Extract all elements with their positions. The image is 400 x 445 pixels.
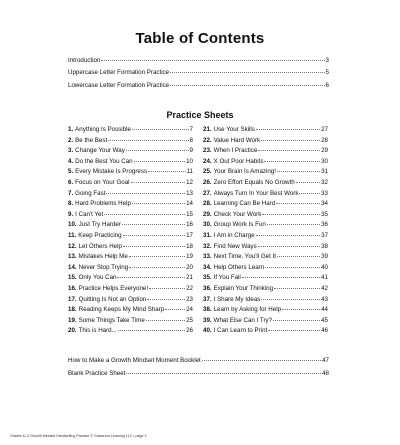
- entry-label: Use Your Skills: [213, 126, 255, 133]
- dot-leader: [276, 203, 320, 204]
- entry-label: Every Mistake Is Progress: [75, 168, 148, 176]
- entry-label: Be the Best: [75, 136, 108, 144]
- entry-label: Value Hard Work: [213, 136, 261, 144]
- entry-number: 37.: [203, 295, 212, 303]
- entry-label: Keep Practicing: [78, 231, 122, 239]
- entry-page: 16: [186, 221, 193, 229]
- toc-entry-label: Uppercase Letter Formation Practice: [68, 69, 170, 77]
- entry-number: 20.: [68, 327, 77, 335]
- entry-page: 25: [186, 316, 193, 324]
- entry-page: 27: [321, 126, 328, 133]
- entry-number: 33.: [203, 253, 212, 261]
- entry-page: 9: [189, 147, 193, 155]
- dot-leader: [261, 299, 320, 300]
- entry-number: 26.: [203, 178, 212, 186]
- dot-leader: [268, 330, 320, 331]
- dot-leader: [123, 246, 185, 247]
- practice-sheet-entry: [203, 180, 328, 191]
- entry-number: 9.: [68, 210, 74, 218]
- entry-number: 12.: [68, 242, 77, 250]
- entry-page: 15: [186, 210, 193, 218]
- toc-entry-label: Introduction: [68, 57, 101, 64]
- entry-page: 41: [321, 274, 328, 282]
- toc-entry: [68, 371, 329, 377]
- dot-leader: [106, 193, 185, 194]
- dot-leader: [274, 288, 320, 289]
- entry-page: 34: [321, 200, 328, 208]
- page-footer: Grades K–2 Growth Mindset Handwriting Practice © Grassroot Learning LLC • page 2: [10, 434, 147, 438]
- practice-sheets-left-column: [68, 127, 193, 339]
- dot-leader: [299, 193, 320, 194]
- dot-leader: [148, 171, 186, 172]
- entry-label: Hard Problems Help: [75, 200, 131, 208]
- entry-number: 23.: [203, 147, 212, 155]
- practice-sheet-entry: [68, 286, 193, 297]
- dot-leader: [129, 256, 185, 257]
- practice-sheet-entry: [68, 127, 193, 138]
- entry-label: Next Time, You'll Get It: [213, 253, 277, 261]
- toc-entry: [68, 58, 329, 64]
- entry-page: 44: [321, 306, 328, 314]
- entry-number: 13.: [68, 253, 77, 261]
- practice-sheet-entry: [203, 127, 328, 138]
- dot-leader: [146, 320, 185, 321]
- entry-page: 7: [189, 126, 193, 133]
- entry-label: I Can't Yet: [75, 210, 104, 218]
- entry-label: Do the Best You Can: [75, 157, 133, 165]
- toc-entry-label: How to Make a Growth Mindset Moment Booklet: [68, 357, 201, 364]
- entry-page: 13: [186, 189, 193, 197]
- entry-page: 28: [321, 136, 328, 144]
- entry-number: 30.: [203, 221, 212, 229]
- dot-leader: [131, 182, 186, 183]
- entry-page: 24: [186, 306, 193, 314]
- toc-entry-label: Blank Practice Sheet: [68, 369, 126, 377]
- entry-label: Only You Can: [78, 274, 117, 282]
- practice-sheet-entry: [68, 180, 193, 191]
- practice-sheets-heading: Practice Sheets: [166, 110, 234, 120]
- entry-number: 19.: [68, 316, 77, 324]
- entry-page: 38: [321, 242, 328, 250]
- entry-label: Always Turn In Your Best Work: [213, 189, 299, 197]
- dot-leader: [134, 161, 185, 162]
- dot-leader: [132, 203, 185, 204]
- entry-number: 36.: [203, 284, 212, 292]
- entry-number: 34.: [203, 263, 212, 271]
- entry-number: 32.: [203, 242, 212, 250]
- entry-page: 22: [186, 284, 193, 292]
- entry-page: 30: [321, 157, 328, 165]
- entry-number: 1.: [68, 126, 74, 133]
- practice-sheet-entry: [203, 286, 328, 297]
- entry-page: 32: [321, 178, 328, 186]
- entry-label: Quitting Is Not an Option: [78, 295, 147, 303]
- intro-toc: [68, 58, 329, 95]
- entry-label: This is Hard...: [78, 327, 117, 335]
- practice-sheet-entry: [203, 233, 328, 244]
- page-title: Table of Contents: [135, 30, 265, 47]
- entry-number: 22.: [203, 136, 212, 144]
- dot-leader: [277, 171, 320, 172]
- toc-entry-page: 6: [325, 81, 329, 89]
- entry-number: 10.: [68, 221, 77, 229]
- entry-page: 21: [186, 274, 193, 282]
- entry-label: Focus on Your Goal: [75, 178, 130, 186]
- toc-entry-label: Lowercase Letter Formation Practice: [68, 81, 170, 89]
- toc-entry: [68, 358, 329, 364]
- entry-number: 21.: [203, 126, 212, 133]
- dot-leader: [262, 214, 320, 215]
- dot-leader: [104, 214, 185, 215]
- dot-leader: [117, 277, 185, 278]
- entry-page: 46: [321, 327, 328, 335]
- entry-number: 25.: [203, 168, 212, 176]
- entry-number: 4.: [68, 157, 74, 165]
- entry-label: Practice Helps Everyone!: [78, 284, 149, 292]
- dot-leader: [282, 309, 320, 310]
- entry-number: 31.: [203, 231, 212, 239]
- entry-number: 29.: [203, 210, 212, 218]
- entry-label: Let Others Help: [78, 242, 122, 250]
- practice-sheet-entry: [68, 328, 193, 339]
- entry-number: 27.: [203, 189, 212, 197]
- entry-label: I Can Learn to Print: [213, 327, 268, 335]
- entry-page: 31: [321, 168, 328, 176]
- entry-label: Group Work Is Fun: [213, 221, 266, 229]
- entry-number: 28.: [203, 200, 212, 208]
- entry-page: 17: [186, 231, 193, 239]
- appendix-toc: [68, 358, 329, 383]
- entry-number: 40.: [203, 327, 212, 335]
- entry-label: Just Try Harder: [78, 221, 121, 229]
- entry-page: 35: [321, 210, 328, 218]
- dot-leader: [273, 320, 320, 321]
- entry-label: X Out Poor Habits: [213, 157, 264, 165]
- dot-leader: [123, 235, 186, 236]
- dot-leader: [265, 267, 320, 268]
- entry-number: 3.: [68, 147, 74, 155]
- entry-label: Going Fast: [75, 189, 106, 197]
- entry-page: 37: [321, 231, 328, 239]
- entry-number: 7.: [68, 189, 74, 197]
- entry-label: I Share My Ideas: [213, 295, 261, 303]
- dot-leader: [129, 267, 185, 268]
- entry-page: 26: [186, 327, 193, 335]
- entry-label: Check Your Work: [213, 210, 262, 218]
- entry-number: 16.: [68, 284, 77, 292]
- entry-page: 39: [321, 253, 328, 261]
- practice-sheet-entry: [203, 328, 328, 339]
- dot-leader: [126, 373, 321, 374]
- entry-label: Anything Is Possible: [75, 126, 131, 133]
- dot-leader: [126, 150, 189, 151]
- entry-number: 14.: [68, 263, 77, 271]
- dot-leader: [256, 129, 320, 130]
- practice-sheets-right-column: [203, 127, 328, 339]
- entry-label: Explain Your Thinking: [213, 284, 274, 292]
- entry-label: Zero Effort Equals No Growth: [213, 178, 295, 186]
- toc-entry: [68, 70, 329, 76]
- dot-leader: [258, 150, 320, 151]
- entry-number: 2.: [68, 136, 74, 144]
- entry-label: Find New Ways: [213, 242, 257, 250]
- entry-label: Your Brain Is Amazing!: [213, 168, 276, 176]
- entry-label: What Else Can I Try?: [213, 316, 273, 324]
- toc-entry-page: 48: [322, 369, 329, 377]
- toc-entry-page: 47: [322, 357, 329, 364]
- entry-page: 36: [321, 221, 328, 229]
- entry-label: Change Your Way: [75, 147, 125, 155]
- toc-entry-page: 3: [325, 57, 329, 64]
- entry-number: 8.: [68, 200, 74, 208]
- entry-page: 14: [186, 200, 193, 208]
- toc-entry-page: 5: [325, 69, 329, 77]
- entry-page: 23: [186, 295, 193, 303]
- entry-label: If You Fail: [213, 274, 241, 282]
- entry-page: 18: [186, 242, 193, 250]
- entry-page: 10: [186, 157, 193, 165]
- entry-label: Help Others Learn: [213, 263, 265, 271]
- entry-number: 15.: [68, 274, 77, 282]
- entry-page: 45: [321, 316, 328, 324]
- entry-page: 43: [321, 295, 328, 303]
- dot-leader: [267, 224, 320, 225]
- entry-number: 17.: [68, 295, 77, 303]
- entry-page: 12: [186, 178, 193, 186]
- dot-leader: [101, 60, 324, 61]
- dot-leader: [108, 140, 188, 141]
- toc-entry: [68, 83, 329, 89]
- entry-label: I Am in Charge: [213, 231, 255, 239]
- dot-leader: [264, 161, 320, 162]
- dot-leader: [256, 235, 321, 236]
- dot-leader: [170, 85, 324, 86]
- dot-leader: [202, 360, 321, 361]
- entry-page: 11: [186, 168, 193, 176]
- entry-label: Learning Can Be Hard: [213, 200, 276, 208]
- entry-label: Some Things Take Time: [78, 316, 145, 324]
- entry-page: 29: [321, 147, 328, 155]
- dot-leader: [242, 277, 320, 278]
- entry-number: 6.: [68, 178, 74, 186]
- entry-number: 39.: [203, 316, 212, 324]
- entry-number: 5.: [68, 168, 74, 176]
- dot-leader: [261, 140, 320, 141]
- entry-label: When I Practice: [213, 147, 258, 155]
- entry-number: 24.: [203, 157, 212, 165]
- dot-leader: [132, 129, 189, 130]
- entry-page: 33: [321, 189, 328, 197]
- dot-leader: [165, 309, 185, 310]
- entry-number: 35.: [203, 274, 212, 282]
- entry-page: 20: [186, 263, 193, 271]
- dot-leader: [258, 246, 320, 247]
- entry-page: 40: [321, 263, 328, 271]
- dot-leader: [296, 182, 320, 183]
- entry-page: 8: [189, 136, 193, 144]
- entry-label: Never Stop Trying: [78, 263, 129, 271]
- entry-page: 42: [321, 284, 328, 292]
- entry-page: 19: [186, 253, 193, 261]
- dot-leader: [147, 299, 185, 300]
- dot-leader: [170, 72, 324, 73]
- entry-number: 11.: [68, 231, 77, 239]
- dot-leader: [149, 288, 185, 289]
- entry-number: 38.: [203, 306, 212, 314]
- practice-sheet-entry: [68, 233, 193, 244]
- dot-leader: [118, 330, 185, 331]
- entry-number: 18.: [68, 306, 77, 314]
- entry-label: Learn by Asking for Help: [213, 306, 282, 314]
- dot-leader: [277, 256, 320, 257]
- dot-leader: [122, 224, 185, 225]
- entry-label: Reading Keeps My Mind Sharp: [78, 306, 165, 314]
- entry-label: Mistakes Help Me: [78, 253, 128, 261]
